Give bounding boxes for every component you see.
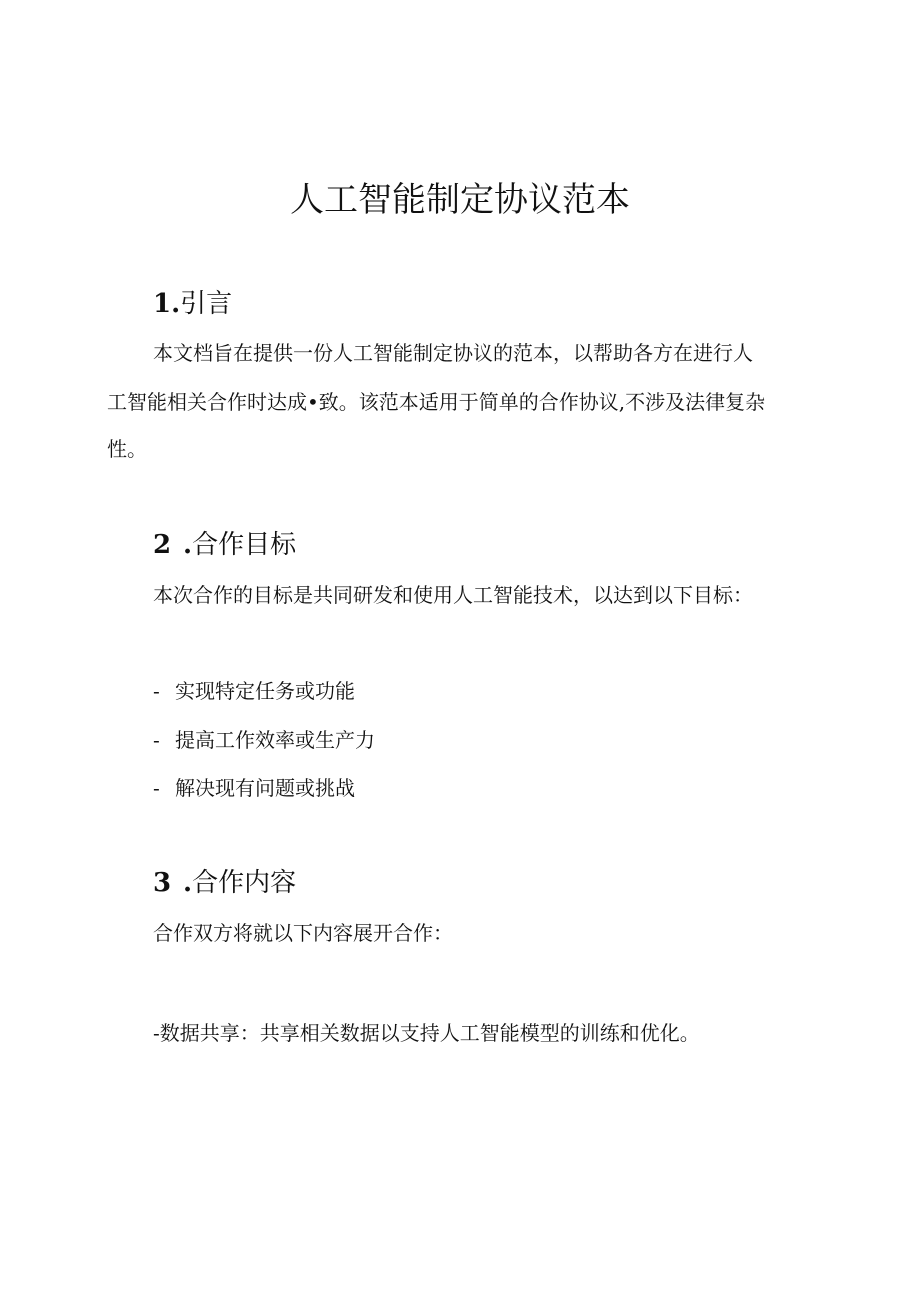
list-item	[153, 727, 375, 753]
document-title: 人工智能制定协议范本	[290, 180, 630, 220]
section-3-separator: .	[183, 868, 193, 898]
list-dash: -	[153, 728, 160, 752]
list-item-text: 实现特定任务或功能	[175, 679, 355, 703]
list-item-text: 提高工作效率或生产力	[175, 728, 375, 752]
list-dash: -	[153, 776, 160, 800]
list-item	[153, 775, 355, 801]
list-dash: -	[153, 679, 160, 703]
section-2-heading	[153, 528, 296, 562]
section-1-paragraph-line-2: 工智能相关合作时达成•致。该范本适用于简单的合作协议,不涉及法律复杂	[107, 390, 766, 414]
section-1-paragraph-line-1: 本文档旨在提供一份人工智能制定协议的范本，以帮助各方在进行人	[153, 341, 753, 365]
list-item-text: 解决现有问题或挑战	[175, 776, 355, 800]
section-2-number: 2	[153, 530, 172, 560]
section-3-number: 3	[153, 868, 172, 898]
list-item	[153, 1020, 700, 1046]
section-3-title: 合作内容	[192, 868, 297, 898]
section-3-heading	[153, 866, 296, 900]
section-1-separator: .	[171, 289, 181, 319]
section-1-heading	[153, 287, 232, 321]
list-item-text: 数据共享：共享相关数据以支持人工智能模型的训练和优化。	[159, 1021, 700, 1045]
list-item	[153, 678, 355, 704]
section-1-paragraph-line-3: 性。	[107, 437, 147, 461]
section-3-paragraph: 合作双方将就以下内容展开合作：	[153, 921, 453, 945]
section-1-number: 1	[153, 289, 172, 319]
section-2-paragraph: 本次合作的目标是共同研发和使用人工智能技术，以达到以下目标：	[153, 583, 753, 607]
section-2-separator: .	[183, 530, 193, 560]
section-2-title: 合作目标	[192, 530, 297, 560]
list-dash: -	[153, 1021, 160, 1045]
section-1-title: 引言	[180, 289, 233, 319]
